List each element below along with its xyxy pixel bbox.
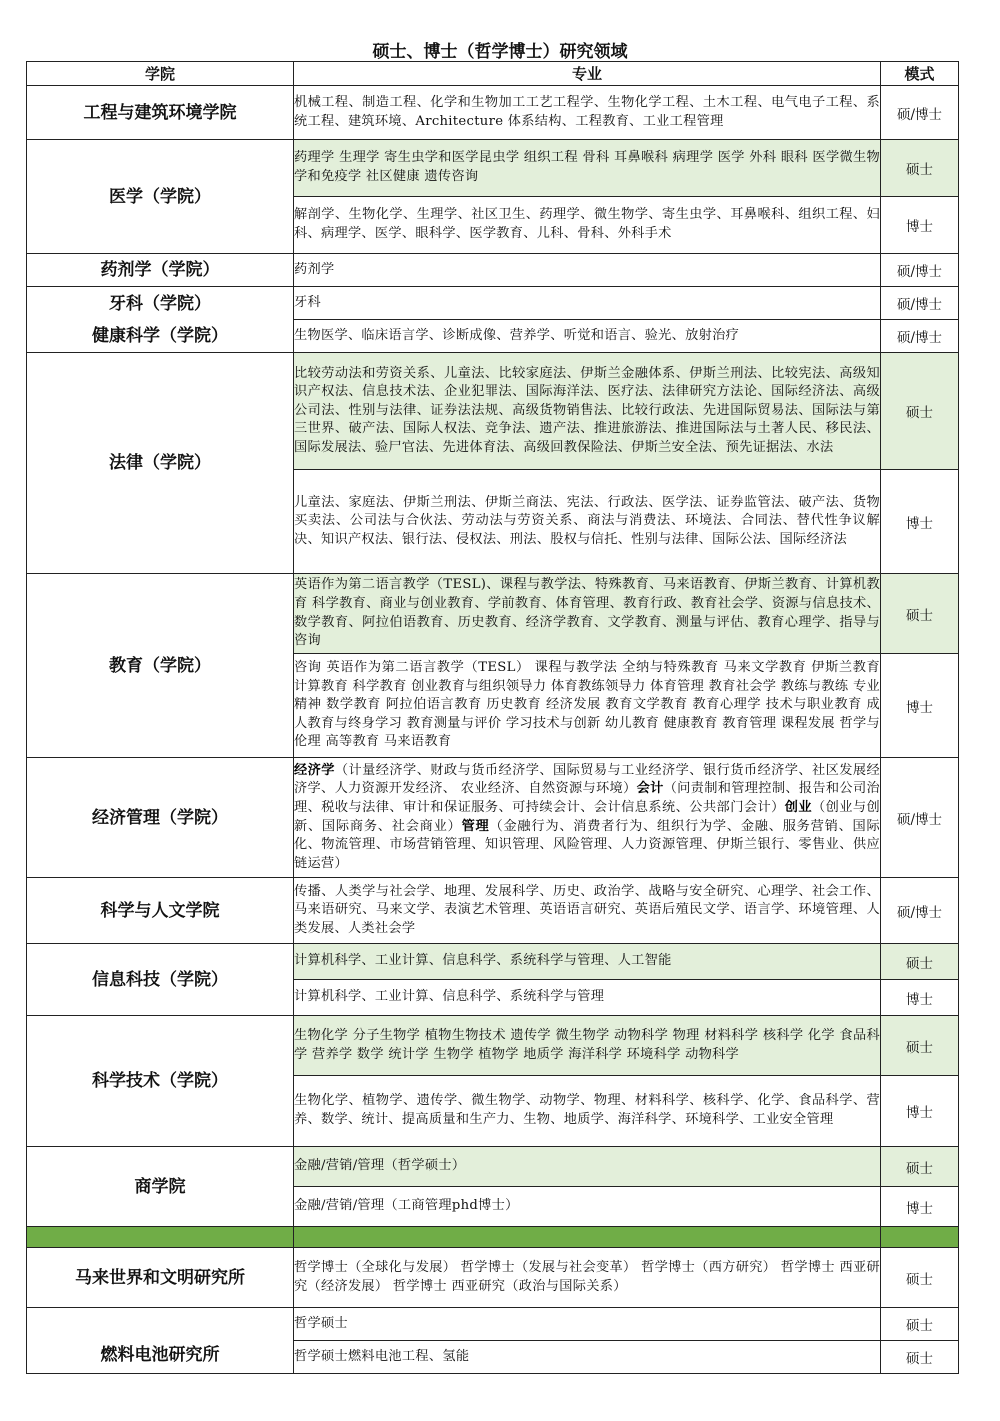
- college-dentistry: 牙科（学院）: [109, 293, 211, 314]
- mode-cell: 博士: [881, 470, 959, 574]
- mode-cell: 硕士: [881, 944, 959, 980]
- table-row: [27, 1248, 959, 1308]
- major-cell: 哲学硕士燃料电池工程、氢能: [294, 1341, 881, 1374]
- mode-cell: 硕/博士: [881, 287, 959, 320]
- mode-cell: 硕士: [881, 1248, 959, 1308]
- table-row: [27, 878, 959, 944]
- table-row: [27, 86, 959, 140]
- separator-cell: [27, 1227, 294, 1248]
- economics-fields: （计量经济学、财政与货币经济学、国际贸易与工业经济学、银行货币经济学、社区发展经济学、人力资源开发经济、 农业经济、自然资源与环境）: [294, 762, 881, 797]
- major-cell: 比较劳动法和劳资关系、儿童法、比较家庭法、伊斯兰金融体系、伊斯兰刑法、比较宪法、高级知识产权法、信息技术法、企业犯罪法、国际海洋法、医疗法、法律研究方法论、国际经济法、高级公司法、性别与法律、证券法法规、高级货物销售法、比较行政法、先进国际贸易法、国际法与第三世界、破产法、国际人权法、竞争法、遗产法、推进旅游法、推进国际法与土著人民、移民法、国际发展法、验尸官法、先进体育法、高级回教保险法、伊斯兰安全法、预先证据法、水法: [294, 353, 881, 470]
- college-cell: 燃料电池研究所: [27, 1308, 294, 1374]
- mode-cell: 硕/博士: [881, 320, 959, 353]
- table-row: [27, 944, 959, 980]
- table-row: [27, 353, 959, 470]
- accounting-fields: （问责制和管理控制、报告和公司治理、税收与法律、审计和保证服务、可持续会计、会计信息系统、公共部门会计）: [294, 781, 880, 815]
- mode-cell: 硕士: [881, 1341, 959, 1374]
- separator-cell: [294, 1227, 881, 1248]
- major-cell: 机械工程、制造工程、化学和生物加工工艺工程学、生物化学工程、土木工程、电气电子工程、系统工程、建筑环境、Architecture 体系结构、工程教育、工业工程管理: [294, 86, 881, 140]
- header-college: 学院: [27, 62, 294, 86]
- mode-cell: 硕士: [881, 1016, 959, 1076]
- mode-cell: 博士: [881, 980, 959, 1016]
- college-cell: 药剂学（学院）: [27, 254, 294, 287]
- table-row: [27, 758, 959, 878]
- college-cell: 工程与建筑环境学院: [27, 86, 294, 140]
- major-cell: 传播、人类学与社会学、地理、发展科学、历史、政治学、战略与安全研究、心理学、社会工作、马来语研究、马来文学、表演艺术管理、英语语言研究、英语后殖民文学、语言学、环境管理、人类发展、人类社会学: [294, 878, 881, 944]
- major-cell: 计算机科学、工业计算、信息科学、系统科学与管理、人工智能: [294, 944, 881, 980]
- keyword-economics: 经济学: [294, 762, 335, 778]
- separator-row: [27, 1227, 959, 1248]
- mode-cell: 硕士: [881, 140, 959, 197]
- mode-cell: 硕/博士: [881, 86, 959, 140]
- major-cell: 生物化学、植物学、遗传学、微生物学、动物学、物理、材料科学、核科学、化学、食品科学、营养、数学、统计、提高质量和生产力、生物、地质学、海洋科学、环境科学、工业安全管理: [294, 1076, 881, 1147]
- major-cell: 金融/营销/管理（工商管理phd博士）: [294, 1187, 881, 1227]
- major-cell: 哲学硕士: [294, 1308, 881, 1341]
- college-health-science: 健康科学（学院）: [92, 325, 228, 346]
- major-cell: 咨询 英语作为第二语言教学（TESL） 课程与教学法 全纳与特殊教育 马来文学教育 伊斯兰教育 计算教育 科学教育 创业教育与组织领导力 体育教练领导力 体育管理 教育社会学 教练与教练 专业精神 数学教育 阿拉伯语言教育 历史教育 经济发展 教育文学教育 教育心理学 技术与职业教育 成人教育与终身学习 教育测量与评价 学习技术与创新 幼儿教育 健康教育 教育管理 课程发展 哲学与伦理 高等教育 马来语教育: [294, 654, 881, 758]
- college-cell: 科学与人文学院: [27, 878, 294, 944]
- keyword-entrepreneurship: 创业: [784, 799, 812, 815]
- header-mode: 模式: [881, 62, 959, 86]
- mode-cell: 硕/博士: [881, 758, 959, 878]
- mode-cell: 硕士: [881, 574, 959, 654]
- major-cell: 药理学 生理学 寄生虫学和医学昆虫学 组织工程 骨科 耳鼻喉科 病理学 医学 外科 眼科 医学微生物学和免疫学 社区健康 遗传咨询: [294, 140, 881, 197]
- major-cell: 金融/营销/管理（哲学硕士）: [294, 1147, 881, 1187]
- mode-cell: 硕士: [881, 1147, 959, 1187]
- college-cell: 经济管理（学院）: [27, 758, 294, 878]
- table-row: [27, 1016, 959, 1076]
- separator-cell: [881, 1227, 959, 1248]
- header-major: 专业: [294, 62, 881, 86]
- table-row: [27, 254, 959, 287]
- mode-cell: 硕士: [881, 1308, 959, 1341]
- document-title: 硕士、博士（哲学博士）研究领域: [372, 42, 628, 62]
- major-cell: 英语作为第二语言教学（TESL)、课程与教学法、特殊教育、马来语教育、伊斯兰教育、计算机教育 科学教育、商业与创业教育、学前教育、体育管理、教育行政、教育社会学、资源与信息技术、数学教育、阿拉伯语教育、历史教育、经济学教育、文学教育、测量与评估、教育心理学、指导与咨询: [294, 574, 881, 654]
- management-fields: （金融行为、消费者行为、组织行为学、金融、服务营销、国际化、物流管理、市场营销管理、知识管理、风险管理、人力资源管理、伊斯兰银行、零售业、供应链运营）: [294, 818, 880, 871]
- college-cell: 法律（学院）: [27, 353, 294, 574]
- major-cell: 儿童法、家庭法、伊斯兰刑法、伊斯兰商法、宪法、行政法、医学法、证券监管法、破产法、货物买卖法、公司法与合伙法、劳动法与劳资关系、商法与消费法、环境法、合同法、替代性争议解决、知识产权法、银行法、侵权法、刑法、股权与信托、性别与法律、国际公法、国际经济法: [294, 470, 881, 574]
- college-cell: 信息科技（学院）: [27, 944, 294, 1016]
- major-cell: 生物化学 分子生物学 植物生物技术 遗传学 微生物学 动物科学 物理 材料科学 核科学 化学 食品科学 营养学 数学 统计学 生物学 植物学 地质学 海洋科学 环境科学 动物科学: [294, 1016, 881, 1076]
- header-row: [27, 62, 959, 86]
- major-cell: 生物医学、临床语言学、诊断成像、营养学、听觉和语言、验光、放射治疗: [294, 320, 881, 353]
- college-cell: 医学（学院）: [27, 140, 294, 254]
- table-row: [27, 1147, 959, 1187]
- major-cell: [294, 758, 881, 878]
- mode-cell: 博士: [881, 1076, 959, 1147]
- table-row: [27, 140, 959, 197]
- mode-cell: 博士: [881, 1187, 959, 1227]
- keyword-accounting: 会计: [636, 781, 664, 797]
- major-cell: 解剖学、生物化学、生理学、社区卫生、药理学、微生物学、寄生虫学、耳鼻喉科、组织工程、妇科、病理学、医学、眼科学、医学教育、儿科、骨科、外科手术: [294, 197, 881, 254]
- keyword-management: 管理: [461, 818, 490, 834]
- college-cell: 马来世界和文明研究所: [27, 1248, 294, 1308]
- major-cell: 牙科: [294, 287, 881, 320]
- major-cell: 药剂学: [294, 254, 881, 287]
- college-cell: 科学技术（学院）: [27, 1016, 294, 1147]
- mode-cell: 硕/博士: [881, 254, 959, 287]
- table-row: [27, 574, 959, 654]
- major-cell: 哲学博士（全球化与发展） 哲学博士（发展与社会变革） 哲学博士（西方研究） 哲学博士 西亚研究（经济发展） 哲学博士 西亚研究（政治与国际关系）: [294, 1248, 881, 1308]
- table-row: [27, 1308, 959, 1341]
- table-row: [27, 287, 959, 320]
- mode-cell: 博士: [881, 654, 959, 758]
- research-fields-table: [26, 61, 959, 1374]
- college-cell: [27, 287, 294, 353]
- mode-cell: 博士: [881, 197, 959, 254]
- mode-cell: 硕/博士: [881, 878, 959, 944]
- college-cell: 商学院: [27, 1147, 294, 1227]
- entrepreneurship-fields: （创业与创新、国际商务、社会商业）: [294, 799, 880, 834]
- major-cell: 计算机科学、工业计算、信息科学、系统科学与管理: [294, 980, 881, 1016]
- mode-cell: 硕士: [881, 353, 959, 470]
- college-cell: 教育（学院）: [27, 574, 294, 758]
